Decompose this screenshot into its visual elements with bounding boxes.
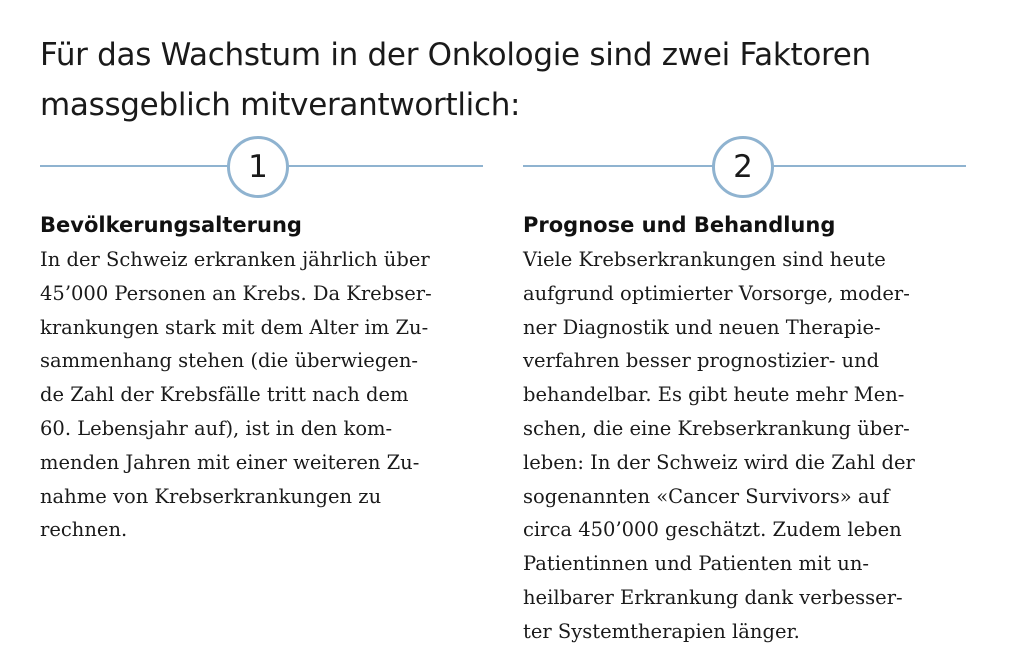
factor-title: Prognose und Behandlung <box>523 213 836 237</box>
body-line: 60. Lebensjahr auf), ist in den kom- <box>40 416 393 440</box>
body-line: Viele Krebserkrankungen sind heute <box>523 248 886 271</box>
body-line: de Zahl der Krebsfälle tritt nach dem <box>40 383 409 407</box>
heading-line-1: Für das Wachstum in der Onkologie sind zwei Faktoren <box>40 37 871 73</box>
body-line: aufgrund optimierter Vorsorge, moder- <box>523 281 910 305</box>
page-heading <box>40 30 1000 130</box>
body-line: verfahren besser prognostizier- und <box>523 349 880 373</box>
body-line: Patientinnen und Patienten mit un- <box>523 552 869 576</box>
factor-body <box>40 243 485 547</box>
body-line: leben: In der Schweiz wird die Zahl der <box>523 450 915 474</box>
body-line: sogenannten «Cancer Survivors» auf <box>523 484 890 508</box>
body-line: krankungen stark mit dem Alter im Zu- <box>40 315 429 339</box>
body-line: 45’000 Personen an Krebs. Da Krebser- <box>40 281 432 305</box>
heading-line-2: massgeblich mitverantwortlich: <box>40 87 521 123</box>
body-line: schen, die eine Krebserkrankung über- <box>523 416 910 440</box>
factor-title: Bevölkerungsalterung <box>40 213 302 237</box>
body-line: menden Jahren mit einer weiteren Zu- <box>40 450 420 474</box>
number-badge: 2 <box>712 136 774 198</box>
number-badge: 1 <box>227 136 289 198</box>
body-line: heilbarer Erkrankung dank verbesser- <box>523 585 903 609</box>
body-line: behandelbar. Es gibt heute mehr Men- <box>523 383 905 407</box>
body-line: In der Schweiz erkranken jährlich über <box>40 248 430 271</box>
body-line: circa 450’000 geschätzt. Zudem leben <box>523 518 902 542</box>
body-line: ner Diagnostik und neuen Therapie- <box>523 315 881 339</box>
body-line: nahme von Krebserkrankungen zu <box>40 484 382 508</box>
body-line: rechnen. <box>40 518 128 542</box>
body-line: sammenhang stehen (die überwiegen- <box>40 349 418 373</box>
factor-body <box>523 243 968 649</box>
body-line: ter Systemtherapien länger. <box>523 619 800 643</box>
